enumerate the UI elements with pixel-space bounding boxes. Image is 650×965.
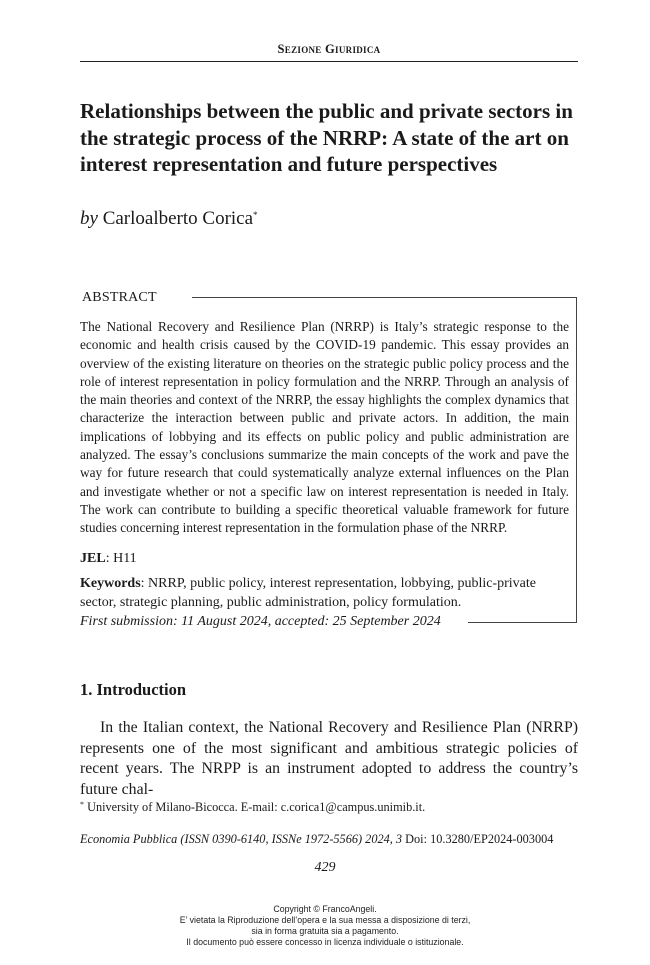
copyright-line: Il documento può essere concesso in licenza individuale o istituzionale. <box>186 937 464 947</box>
jel-label: JEL <box>80 551 106 566</box>
journal-citation <box>80 832 553 847</box>
article-title: Relationships between the public and private sectors in the strategic process of the NRRP: A state of the art on interest representation and future perspectives <box>80 99 573 176</box>
keywords <box>80 575 570 612</box>
doi[interactable]: Doi: 10.3280/EP2024-003004 <box>402 832 554 846</box>
copyright-notice <box>0 904 650 948</box>
by-word: by <box>80 208 98 229</box>
page-number: 429 <box>314 860 336 875</box>
copyright-line: sia in forma gratuita sia a pagamento. <box>251 926 399 936</box>
byline <box>80 208 258 230</box>
header-rule <box>80 61 578 62</box>
copyright-line: E’ vietata la Riproduzione dell’opera e la sua messa a disposizione di terzi, <box>179 915 471 925</box>
section-header: Sezione Giuridica <box>277 42 381 56</box>
submission-dates: First submission: 11 August 2024, accepted: 25 September 2024 <box>80 614 441 629</box>
intro-text: In the Italian context, the National Recovery and Resilience Plan (NRRP) represents one of the most significant and ambitious strategic policies of recent years. The NRPP is an instrument adopted to address the country’s future chal- <box>80 719 578 798</box>
author-footnote-mark: * <box>253 210 258 220</box>
footnote-mark: * <box>80 800 84 809</box>
author-name: Carloalberto Corica <box>102 208 254 229</box>
abstract-frame-top <box>192 297 577 298</box>
keywords-value: : NRRP, public policy, interest representation, lobbying, public-private sector, strategic planning, public administration, policy formulation. <box>80 576 536 610</box>
abstract-label: ABSTRACT <box>82 290 157 305</box>
abstract-frame-bottom <box>468 622 577 623</box>
jel-value: : H11 <box>105 551 137 566</box>
intro-paragraph <box>80 718 578 800</box>
footnote <box>80 800 425 815</box>
abstract-frame-right <box>576 297 577 622</box>
intro-heading: 1. Introduction <box>80 680 187 699</box>
copyright-line: Copyright © FrancoAngeli. <box>273 904 377 914</box>
jel-codes <box>80 551 137 567</box>
abstract-text: The National Recovery and Resilience Plan (NRRP) is Italy’s strategic response to the economic and health crisis caused by the COVID-19 pandemic. This essay provides an overview of the existing literature on theories on the strategic public policy process and the role of interest representation in policy formulation and the NRRP. Through an analysis of the main theories and context of the NRRP, the essay highlights the complex dynamics that characterize the interaction between public and private actors. In addition, the main implications of lobbying and its effects on public policy and public administration are analyzed. The essay’s conclusions summarize the main concepts of the work and pave the way for future research that could systematically analyze external influences on the Plan and investigate whether or not a specific law on interest representation is needed in Italy. The work can contribute to building a specific theoretical valuable framework for future studies concerning interest representation in the formulation phase of the NRRP. <box>80 319 569 536</box>
footnote-text: University of Milano-Bicocca. E-mail: c.corica1@campus.unimib.it. <box>84 800 426 814</box>
keywords-label: Keywords <box>80 576 141 591</box>
journal-name: Economia Pubblica (ISSN 0390-6140, ISSNe 1972-5566) 2024, 3 <box>80 832 403 846</box>
